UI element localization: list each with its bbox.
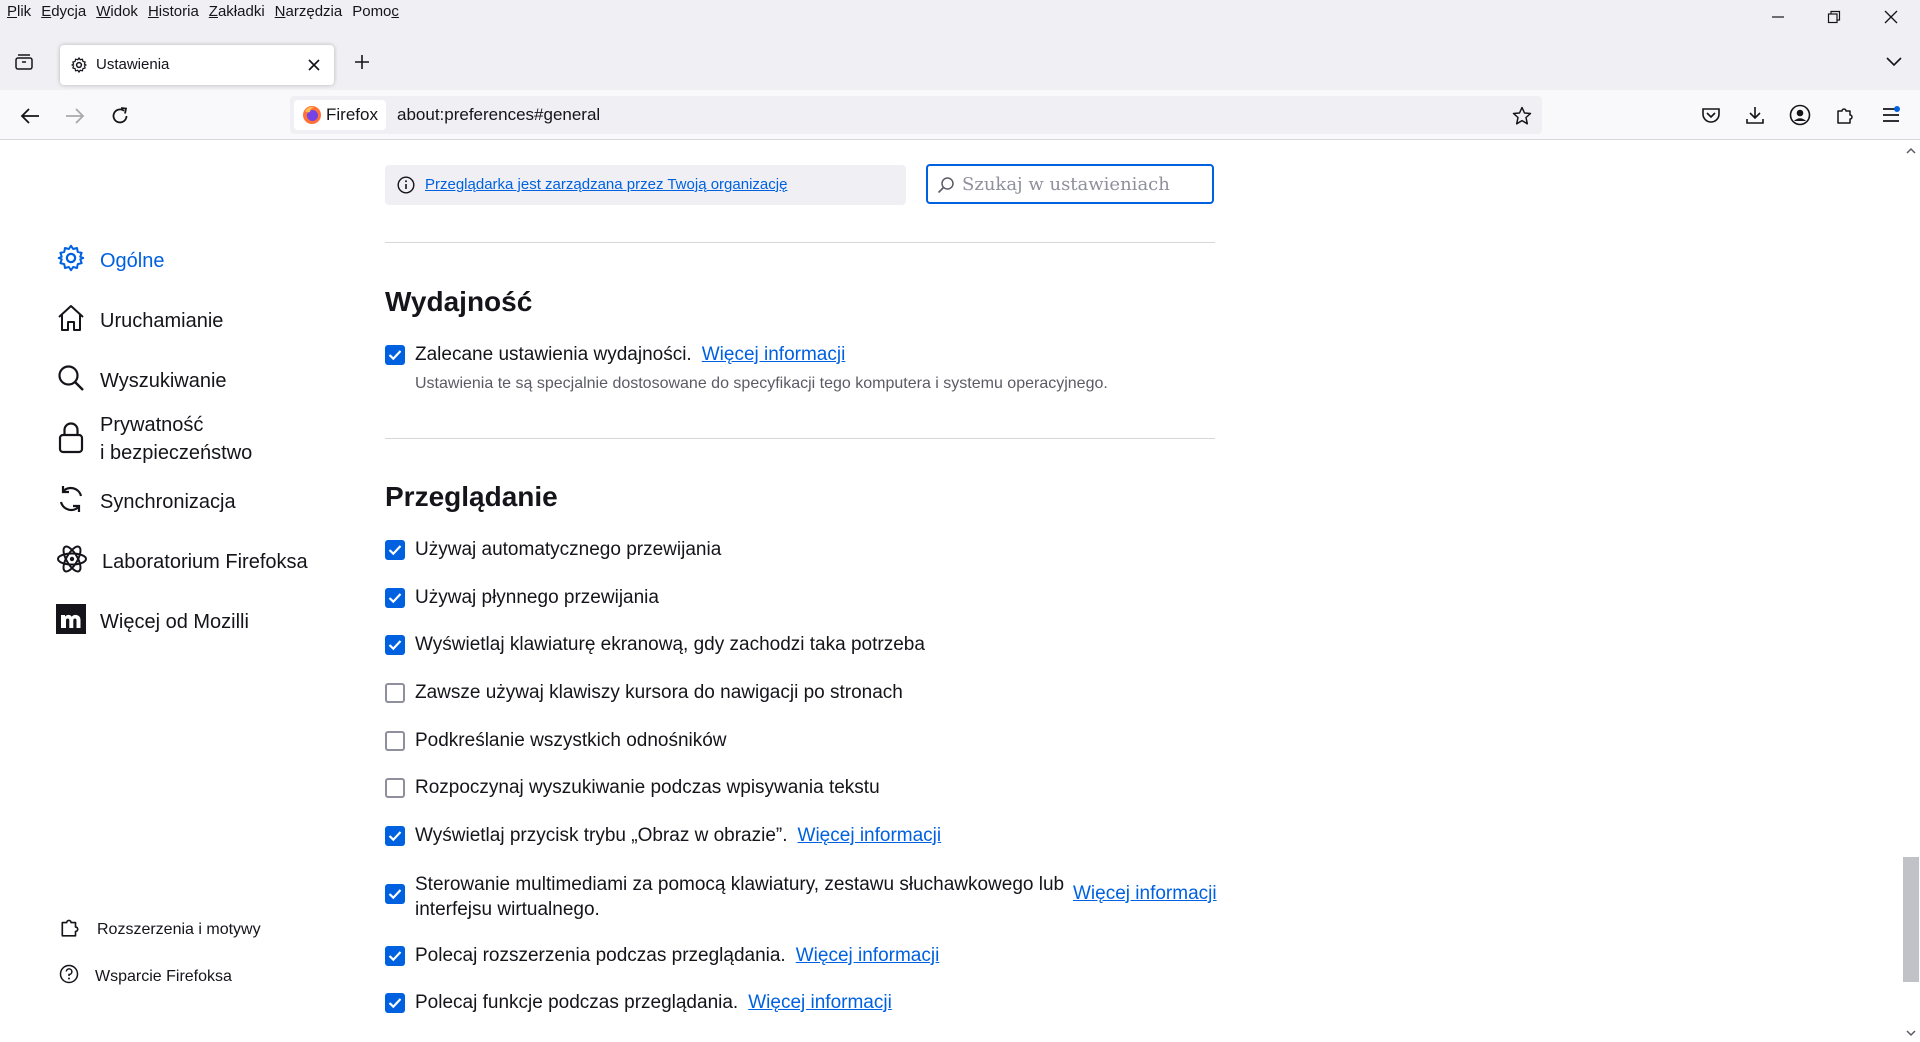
setting-recommend-features [385, 992, 892, 1014]
checkbox[interactable] [385, 778, 405, 798]
minimize-icon [1771, 10, 1785, 24]
sidebar-item-label: Więcej od Mozilli [100, 610, 249, 633]
chevron-down-icon [1886, 57, 1902, 67]
search-input[interactable] [962, 168, 1202, 200]
setting-autoscroll [385, 539, 721, 561]
sidebar-item-label: Prywatność i bezpieczeństwo [100, 414, 253, 464]
checkmark-icon [388, 950, 402, 962]
atom-icon [56, 544, 88, 579]
setting-picture-in-picture [385, 825, 941, 847]
pocket-button[interactable] [1696, 100, 1726, 130]
sidebar-item-support[interactable] [59, 964, 232, 989]
checkbox[interactable] [385, 540, 405, 560]
performance-description: Ustawienia te są specjalnie dostosowane do specyfikacji tego komputera i systemu operacyjnego. [415, 375, 1108, 392]
setting-label: Sterowanie multimediami za pomocą klawiatury, zestawu słuchawkowego lub interfejsu wirtualnego. [415, 874, 1065, 920]
sidebar-item-label: Uruchamianie [100, 309, 224, 332]
policy-notice [385, 165, 906, 205]
learn-more-link[interactable]: Więcej informacji [795, 945, 940, 966]
puzzle-icon [59, 916, 81, 943]
sidebar-item-label: Rozszerzenia i motywy [97, 920, 261, 938]
sidebar-item-more-from-mozilla[interactable] [56, 604, 249, 639]
learn-more-link[interactable]: Więcej informacji [797, 825, 942, 846]
hamburger-icon [1881, 106, 1901, 124]
recommended-performance-setting [385, 344, 845, 366]
puzzle-icon [1835, 105, 1855, 125]
checkbox[interactable] [385, 683, 405, 703]
menu-view[interactable]: Widok [96, 3, 138, 20]
home-icon [56, 303, 86, 338]
checkbox[interactable] [385, 946, 405, 966]
tab-title: Ustawienia [96, 56, 170, 73]
menu-edit[interactable]: Edycja [41, 3, 87, 20]
close-icon [1883, 9, 1899, 25]
setting-label: Polecaj rozszerzenia podczas przeglądania. [415, 945, 786, 966]
identity-label: Firefox [326, 105, 378, 124]
checkbox[interactable] [385, 731, 405, 751]
setting-media-control [385, 884, 405, 904]
checkmark-icon [388, 592, 402, 604]
reload-icon [110, 106, 130, 126]
checkmark-icon [388, 639, 402, 651]
checkmark-icon [388, 830, 402, 842]
extensions-button[interactable] [1830, 100, 1860, 130]
menu-file[interactable]: Plik [7, 3, 32, 20]
firefox-logo-icon [302, 105, 322, 125]
scrollbar-thumb[interactable] [1903, 857, 1919, 982]
setting-label: Polecaj funkcje podczas przeglądania. [415, 992, 739, 1013]
new-tab-button[interactable] [350, 50, 374, 74]
help-icon [59, 964, 79, 989]
learn-more-link[interactable]: Więcej informacji [748, 992, 892, 1013]
back-button[interactable] [16, 102, 44, 130]
checkbox[interactable] [385, 635, 405, 655]
sidebar-item-general[interactable] [56, 243, 165, 278]
sidebar-item-search[interactable] [56, 363, 227, 398]
identity-box[interactable] [294, 100, 386, 130]
bookmark-star-button[interactable] [1508, 102, 1536, 130]
sidebar-item-label: Ogólne [100, 249, 165, 272]
sidebar-item-addons[interactable] [59, 916, 261, 943]
gear-icon [56, 243, 86, 278]
app-menu-button[interactable] [1876, 100, 1906, 130]
setting-underline-links [385, 730, 727, 752]
learn-more-link[interactable]: Więcej informacji [1073, 883, 1217, 904]
checkbox[interactable] [385, 826, 405, 846]
sidebar-item-experimental[interactable] [56, 544, 308, 579]
setting-label: Podkreślanie wszystkich odnośników [415, 730, 727, 751]
checkbox[interactable] [385, 884, 405, 904]
setting-caret-browsing [385, 682, 903, 704]
checkmark-icon [388, 997, 402, 1009]
search-icon [936, 175, 956, 195]
menu-help[interactable]: Pomoc [352, 3, 399, 20]
mozilla-icon [56, 604, 86, 639]
setting-label: Zalecane ustawienia wydajności. [415, 344, 692, 365]
sidebar-item-home[interactable] [56, 303, 223, 338]
browsing-heading: Przeglądanie [385, 481, 558, 512]
policy-link[interactable]: Przeglądarka jest zarządzana przez Twoją organizację [425, 176, 788, 193]
section-divider [385, 242, 1215, 243]
checkbox[interactable] [385, 345, 405, 365]
folder-tabs-icon [14, 52, 34, 72]
sidebar-item-sync[interactable] [56, 484, 236, 519]
checkbox[interactable] [385, 993, 405, 1013]
menu-tools[interactable]: Narzędzia [274, 3, 343, 20]
menu-history[interactable]: Historia [147, 3, 199, 20]
list-all-tabs-button[interactable] [1882, 50, 1906, 74]
sidebar-item-label: Wsparcie Firefoksa [95, 967, 232, 985]
setting-label: Wyświetlaj klawiaturę ekranową, gdy zachodzi taka potrzeba [415, 634, 925, 655]
scroll-down-icon [1902, 1026, 1920, 1040]
checkmark-icon [388, 544, 402, 556]
close-tab-button[interactable] [304, 55, 324, 75]
checkbox[interactable] [385, 588, 405, 608]
setting-label: Używaj automatycznego przewijania [415, 539, 722, 560]
setting-label: Zawsze używaj klawiszy kursora do nawigacji po stronach [415, 682, 903, 703]
sidebar-item-label: Synchronizacja [100, 490, 236, 513]
menu-bar [0, 0, 1920, 26]
account-button[interactable] [1785, 100, 1815, 130]
close-icon [308, 59, 320, 71]
settings-search-box[interactable] [926, 164, 1214, 204]
lock-icon [56, 420, 86, 459]
setting-smooth-scroll [385, 587, 659, 609]
checkmark-icon [388, 888, 402, 900]
pocket-icon [1701, 105, 1721, 125]
sidebar-item-label: Laboratorium Firefoksa [102, 550, 308, 573]
forward-button[interactable] [61, 102, 89, 130]
plus-icon [354, 54, 370, 70]
setting-find-as-you-type [385, 777, 880, 799]
url-input[interactable]: about:preferences#general [397, 105, 601, 124]
gear-icon [69, 55, 89, 75]
setting-label: Wyświetlaj przycisk trybu „Obraz w obrazie”. [415, 825, 788, 846]
info-icon [396, 175, 416, 195]
tab-manager-button[interactable] [12, 50, 36, 74]
sync-icon [56, 484, 86, 519]
setting-label: Używaj płynnego przewijania [415, 587, 659, 608]
sidebar-item-privacy[interactable] [56, 411, 252, 467]
arrow-right-icon [65, 107, 85, 125]
checkmark-icon [388, 349, 402, 361]
scroll-up-icon [1902, 144, 1920, 158]
sidebar-item-label: Wyszukiwanie [100, 369, 227, 392]
arrow-left-icon [20, 107, 40, 125]
account-icon [1789, 104, 1811, 126]
star-icon [1512, 106, 1532, 126]
restore-icon [1827, 10, 1841, 24]
search-icon [56, 363, 86, 398]
menu-bookmarks[interactable]: Zakładki [208, 3, 265, 20]
tab-settings[interactable] [60, 45, 334, 85]
downloads-button[interactable] [1740, 100, 1770, 130]
download-icon [1745, 105, 1765, 125]
setting-on-screen-keyboard [385, 634, 925, 656]
section-divider [385, 438, 1215, 439]
setting-label: Rozpoczynaj wyszukiwanie podczas wpisywania tekstu [415, 777, 880, 798]
learn-more-link[interactable]: Więcej informacji [701, 344, 846, 365]
performance-heading: Wydajność [385, 286, 533, 317]
reload-button[interactable] [106, 102, 134, 130]
setting-recommend-extensions [385, 945, 939, 967]
